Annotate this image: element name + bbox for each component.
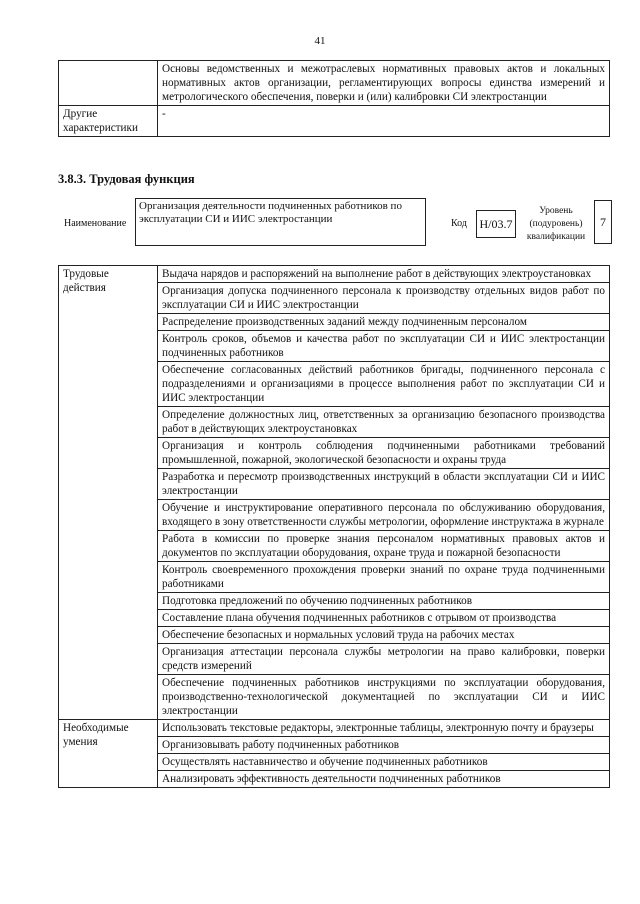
labor-actions-item: Контроль своевременного прохождения проверки знаний по охране труда подчиненными работниками <box>158 562 610 593</box>
row-label <box>59 61 158 106</box>
labor-actions-item: Определение должностных лиц, ответственных за организацию безопасного производства работ в действующих электроустановках <box>158 407 610 438</box>
level-label: Уровень (подуровень) квалификации <box>526 206 586 242</box>
skills-item: Анализировать эффективность деятельности подчиненных работников <box>158 771 610 788</box>
labor-actions-item: Обеспечение подчиненных работников инструкциями по эксплуатации оборудования, производственно-технологической документацией по эксплуатации СИ и ИИС электростанции <box>158 675 610 720</box>
name-label: Наименование <box>64 218 127 229</box>
skills-item: Использовать текстовые редакторы, электронные таблицы, электронную почту и браузеры <box>158 720 610 737</box>
labor-actions-item: Выдача нарядов и распоряжений на выполнение работ в действующих электроустановках <box>158 266 610 283</box>
code-value: Н/03.7 <box>476 210 516 238</box>
labor-actions-item: Организация и контроль соблюдения подчиненными работниками требований промышленной, пожарной, экологической безопасности и охраны труда <box>158 438 610 469</box>
labor-actions-item: Обучение и инструктирование оперативного персонала по обслуживанию оборудования, входящего в зону ответственности службы метрологии, оформление инструктажа в журнале <box>158 500 610 531</box>
labor-actions-item: Разработка и пересмотр производственных инструкций в области эксплуатации СИ и ИИС электростанции <box>158 469 610 500</box>
labor-actions-item: Работа в комиссии по проверке знания персоналом нормативных правовых актов и документов по эксплуатации оборудования, охране труда и пожарной безопасности <box>158 531 610 562</box>
table-row <box>59 61 610 106</box>
row-text: Основы ведомственных и межотраслевых нормативных правовых актов и локальных нормативных актов организации, регламентирующих вопросы единства измерений и метрологического обеспечения, поверки и (или) калибровки СИ электростанции <box>158 61 610 106</box>
table-row <box>59 106 610 137</box>
labor-actions-item: Распределение производственных заданий между подчиненным персоналом <box>158 314 610 331</box>
labor-actions-item: Обеспечение безопасных и нормальных условий труда на рабочих местах <box>158 627 610 644</box>
code-label: Код <box>451 218 467 229</box>
skills-label: Необходимые умения <box>59 720 158 788</box>
labor-actions-item: Организация аттестации персонала службы метрологии на право калибровки, поверки средств измерений <box>158 644 610 675</box>
labor-actions-item: Составление плана обучения подчиненных работников с отрывом от производства <box>158 610 610 627</box>
row-text: - <box>158 106 610 137</box>
skills-item: Осуществлять наставничество и обучение подчиненных работников <box>158 754 610 771</box>
labor-actions-item: Подготовка предложений по обучению подчиненных работников <box>158 593 610 610</box>
function-header <box>58 198 614 248</box>
labor-actions-label: Трудовые действия <box>59 266 158 720</box>
row-label: Другие характеристики <box>59 106 158 137</box>
skills-item: Организовывать работу подчиненных работников <box>158 737 610 754</box>
name-value: Организация деятельности подчиненных работников по эксплуатации СИ и ИИС электростанции <box>135 198 426 246</box>
table-row <box>59 720 610 737</box>
labor-actions-item: Организация допуска подчиненного персонала к производству отдельных видов работ по эксплуатации СИ и ИИС электростанции <box>158 283 610 314</box>
page-number: 41 <box>314 35 326 47</box>
labor-function-table <box>58 265 610 788</box>
previous-function-table <box>58 60 610 137</box>
labor-actions-item: Обеспечение согласованных действий работников бригады, подчиненного персонала с подразделениями и организациями в процессе выполнения работ по эксплуатации СИ и ИИС электростанции <box>158 362 610 407</box>
level-value: 7 <box>594 200 612 244</box>
table-row <box>59 266 610 283</box>
labor-actions-item: Контроль сроков, объемов и качества работ по эксплуатации СИ и ИИС электростанции подчиненных работников <box>158 331 610 362</box>
section-title: 3.8.3. Трудовая функция <box>58 172 195 186</box>
